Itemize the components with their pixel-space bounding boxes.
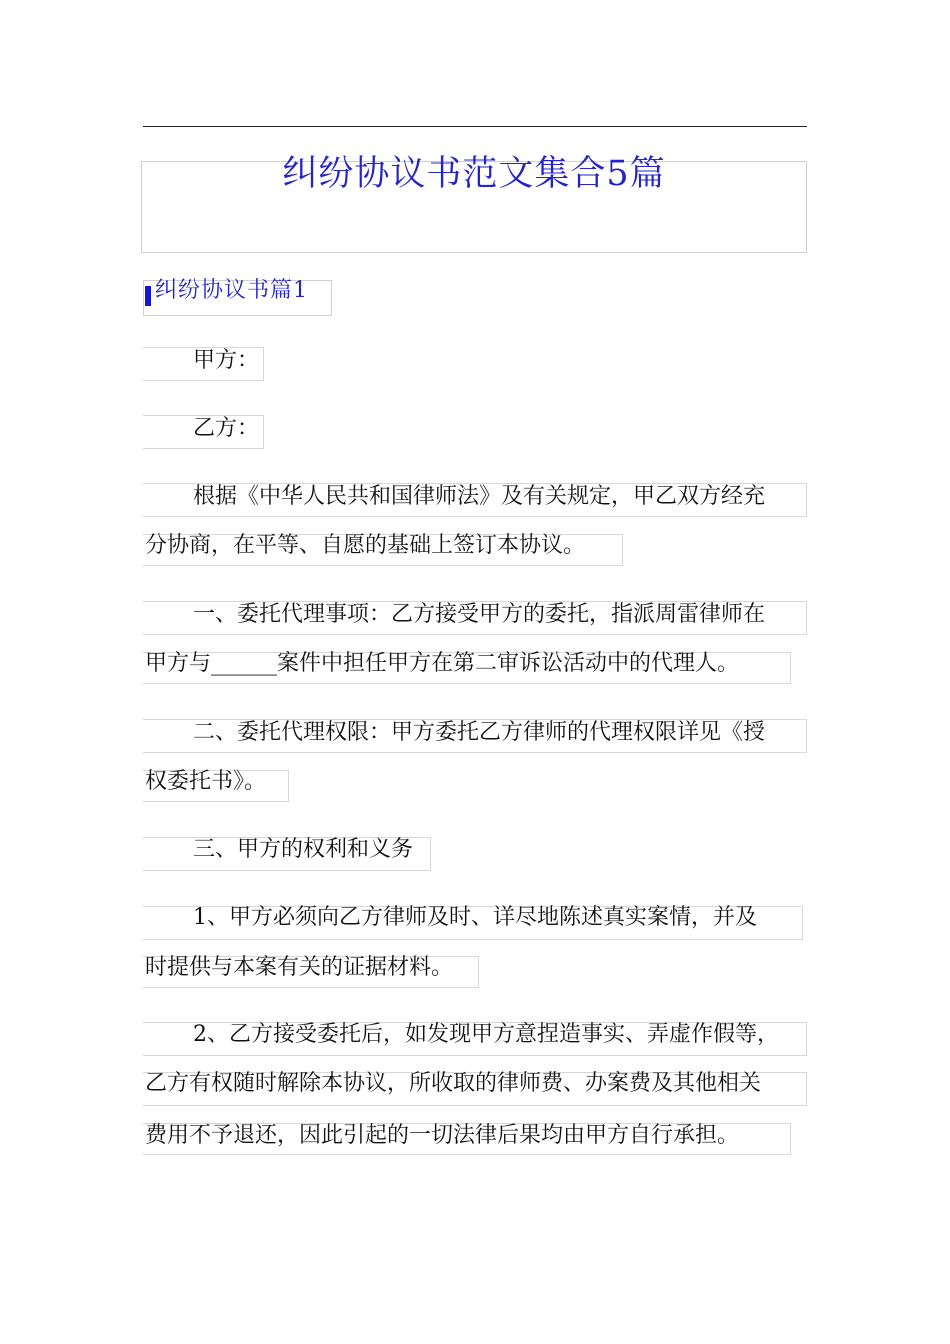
paragraph-line: 甲方与______案件中担任甲方在第二审诉讼活动中的代理人。 xyxy=(145,651,740,676)
party-b-line: 乙方： xyxy=(193,416,260,441)
paragraph-line: 时提供与本案有关的证据材料。 xyxy=(145,955,454,980)
paragraph-line: 2、乙方接受委托后，如发现甲方意捏造事实、弄虚作假等， xyxy=(193,1022,779,1047)
section-marker xyxy=(145,286,151,306)
paragraph-line: 根据《中华人民共和国律师法》及有关规定，甲乙双方经充 xyxy=(193,484,766,509)
paragraph-line: 分协商，在平等、自愿的基础上签订本协议。 xyxy=(145,533,586,558)
paragraph-line: 费用不予退还，因此引起的一切法律后果均由甲方自行承担。 xyxy=(145,1123,740,1148)
top-rule xyxy=(143,126,807,127)
party-a-line: 甲方： xyxy=(193,348,260,373)
paragraph-line: 权委托书》。 xyxy=(145,769,267,794)
paragraph-line: 一、委托代理事项：乙方接受甲方的委托，指派周雷律师在 xyxy=(193,602,766,627)
document-title: 纠纷协议书范文集合5篇 xyxy=(282,154,666,194)
paragraph-line: 乙方有权随时解除本协议，所收取的律师费、办案费及其他相关 xyxy=(145,1071,762,1096)
paragraph-line: 二、委托代理权限：甲方委托乙方律师的代理权限详见《授 xyxy=(193,720,766,745)
paragraph-line: 1、甲方必须向乙方律师及时、详尽地陈述真实案情，并及 xyxy=(193,905,757,930)
paragraph-line: 三、甲方的权利和义务 xyxy=(193,837,414,862)
section-title: 纠纷协议书篇1 xyxy=(155,278,308,303)
